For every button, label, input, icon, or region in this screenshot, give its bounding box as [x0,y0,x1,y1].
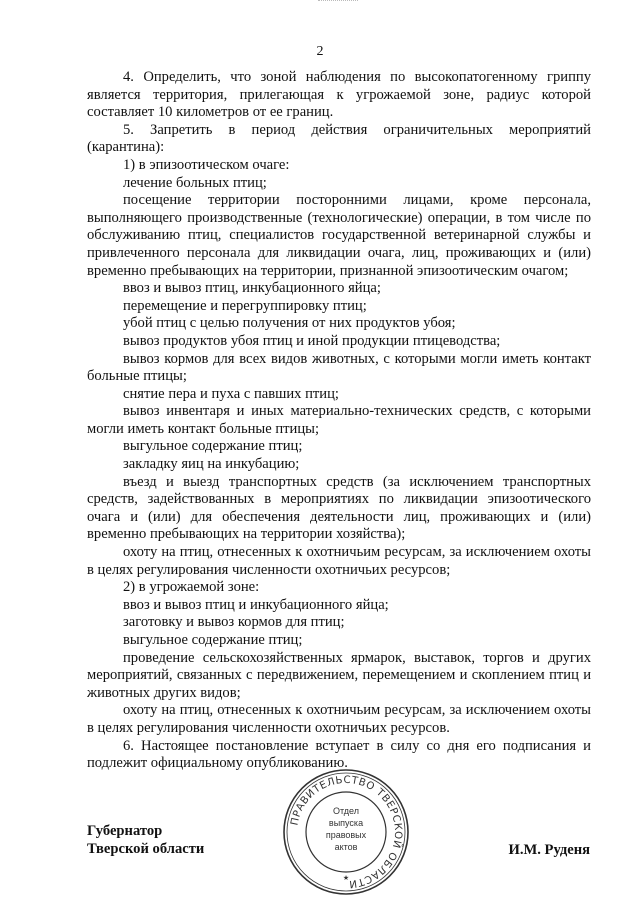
official-stamp [282,768,410,896]
signature-name: И.М. Руденя [508,842,590,858]
list-item: вывоз инвентаря и иных материально-технических средств, с которыми могли иметь контакт больные птицы; [87,403,591,437]
list-item: перемещение и перегруппировку птиц; [123,297,367,314]
list-item: заготовку и вывоз кормов для птиц; [123,614,345,631]
subheading-outbreak: 1) в эпизоотическом очаге: [123,156,290,173]
list-item: убой птиц с целью получения от них продуктов убоя; [123,315,456,332]
list-item: посещение территории посторонними лицами, кроме персонала, выполняющего производственные (технологические) операции, в том числе по обслуживанию птиц, специалистов государственной ветеринарной службы и привлеченного персонала для ликвидации очага, лиц, проживающих и (или) временно пребывающих на территории, признанной эпизоотическим очагом; [87,192,591,279]
stamp-line: Отдел [332,806,360,816]
list-item: въезд и выезд транспортных средств (за исключением транспортных средств, задействованных в мероприятиях по ликвидации эпизоотического очага и (или) для обеспечения деятельности лиц, проживающих и (или) временно пребывающих на территории хозяйства); [87,473,591,543]
list-item: охоту на птиц, отнесенных к охотничьим ресурсам, за исключением охоты в целях регулирования численности охотничьих ресурсов. [87,702,591,736]
paragraph-item-6: 6. Настоящее постановление вступает в силу со дня его подписания и подлежит официальному опубликованию. [87,737,591,772]
stamp-line: актов [334,842,358,852]
list-item: ввоз и вывоз птиц, инкубационного яйца; [123,280,381,297]
list-item: проведение сельскохозяйственных ярмарок, выставок, торгов и других мероприятий, связанных с передвижением, перемещением и скоплением птиц и животных других видов; [87,649,591,701]
paragraph-item-5: 5. Запретить в период действия ограничительных мероприятий (карантина): [87,121,591,156]
page-number: 2 [316,44,324,59]
list-item: лечение больных птиц; [123,174,267,191]
list-item: ввоз и вывоз птиц и инкубационного яйца; [123,596,389,613]
scan-artifact [318,0,358,4]
paragraph-item-4: 4. Определить, что зоной наблюдения по высокопатогенному гриппу является территория, прилегающая к угрожаемой зоне, радиус которой составляет 10 километров от ее границ. [87,69,591,121]
stamp-star-icon: ★ [342,874,350,882]
signature-title-line: Губернатор [87,823,163,839]
document-body [87,69,591,773]
stamp-line: выпуска [328,818,364,828]
list-item: закладку яиц на инкубацию; [123,456,300,473]
list-item: вывоз продуктов убоя птиц и иной продукции птицеводства; [123,332,501,349]
stamp-line: правовых [325,830,367,840]
signature-title-line: Тверской области [87,841,205,857]
list-item: охоту на птиц, отнесенных к охотничьим ресурсам, за исключением охоты в целях регулирования численности охотничьих ресурсов; [87,544,591,578]
list-item: вывоз кормов для всех видов животных, с которыми могли иметь контакт больные птицы; [87,350,591,385]
list-item: выгульное содержание птиц; [123,632,303,648]
list-item: выгульное содержание птиц; [123,438,303,455]
signature-title [87,822,204,858]
subheading-threatened-zone: 2) в угрожаемой зоне: [123,579,260,596]
stamp-ring-text: ПРАВИТЕЛЬСТВО ТВЕРСКОЙ ОБЛАСТИ [289,774,404,890]
list-item: снятие пера и пуха с павших птиц; [123,385,339,402]
